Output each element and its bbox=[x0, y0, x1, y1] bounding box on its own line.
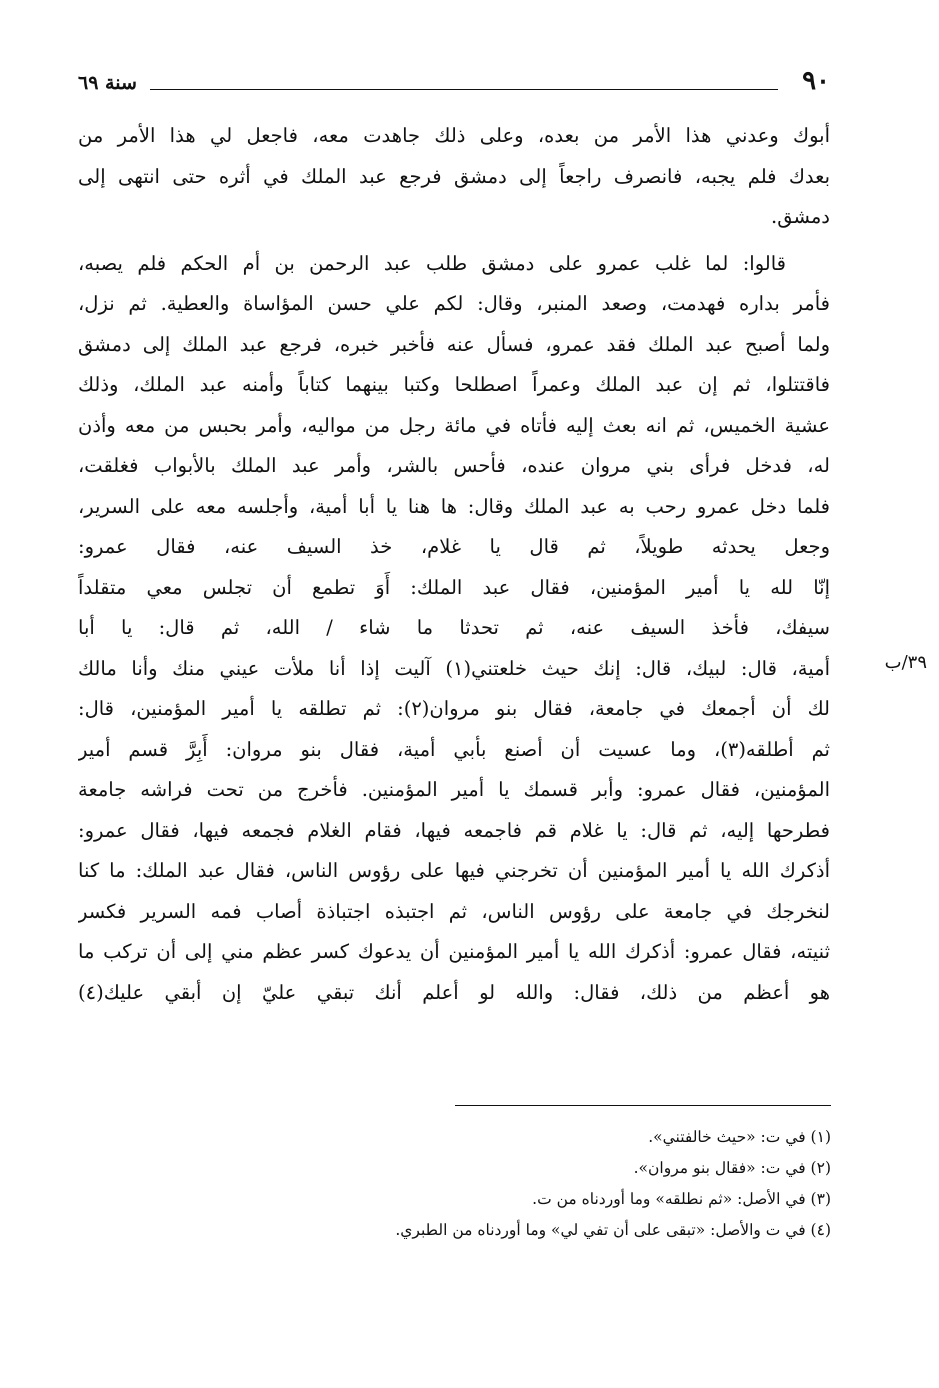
header-rule bbox=[150, 89, 778, 90]
text-line: بعدك فلم يجبه، فانصرف راجعاً إلى دمشق فرجع عبد الملك في أثره حتى انتهى إلى bbox=[78, 164, 830, 188]
text-line: المؤمنين، فقال عمرو: وأبر قسمك يا أمير المؤمنين. فأخرج من تحت فراشه جامعة bbox=[78, 778, 830, 801]
footnote-2: (٢) في ت: «فقال بنو مروان». bbox=[633, 1159, 831, 1177]
footnote-1: (١) في ت: «حيث خالفتني». bbox=[648, 1128, 831, 1146]
text-line: فلما دخل عمرو رحب به عبد الملك وقال: ها هنا يا أبا أمية، وأجلسه معه على السرير، bbox=[78, 494, 830, 518]
text-line: لك أن أجمعك في جامعة، فقال بنو مروان(٢): ثم تطلقه يا أمير المؤمنين، قال: bbox=[78, 697, 830, 720]
footnote-rule bbox=[455, 1105, 831, 1106]
paragraph-1 bbox=[78, 116, 830, 238]
text-line: أبوك وعدني هذا الأمر من بعده، وعلى ذلك جاهدت معه، فاجعل لي هذا الأمر من bbox=[78, 124, 830, 147]
text-line: ثنيته، فقال عمرو: أذكرك الله يا أمير المؤمنين أن يدعوك كسر عظم مني إلى أن تركب ما bbox=[78, 940, 830, 963]
text-line: هو أعظم من ذلك، فقال: والله لو أعلم أنك تبقي عليّ إن أبقي عليك(٤) bbox=[78, 980, 830, 1004]
text-line: ثم أطلقه(٣)، وما عسيت أن أصنع بأبي أمية، فقال بنو مروان: أَبِرَّ قسم أمير bbox=[78, 737, 830, 761]
text-line: ولما أصبح عبد الملك فقد عمرو، فسأل عنه فأخبر خبره، فرجع عبد الملك إلى دمشق bbox=[78, 332, 830, 356]
text-line: عشية الخميس، ثم انه بعث إليه فأتاه في مائة رجل من مواليه، وأمر بحبس من معه وأذن bbox=[78, 413, 830, 437]
text-line: فاقتتلوا، ثم إن عبد الملك وعمراً اصطلحا وكتبا بينهما كتاباً وأمنه عبد الملك، وذلك bbox=[78, 373, 830, 396]
text-line: فطرحها إليه، ثم قال: يا غلام قم فاجمعه فيها، فقام الغلام فجمعه فيها، فقال عمرو: bbox=[78, 818, 830, 842]
text-line: لنخرجك في جامعة على رؤوس الناس، ثم اجتبذه اجتباذة أصاب فمه السرير فكسر bbox=[78, 899, 830, 923]
paragraph-2 bbox=[78, 244, 830, 1014]
text-line: دمشق. bbox=[771, 205, 830, 228]
footnotes bbox=[131, 1122, 831, 1246]
page-header bbox=[78, 62, 830, 102]
text-line: سيفك، فأخذ السيف عنه، ثم تحدثا ما شاء / الله، ثم قال: يا أبا bbox=[78, 616, 830, 639]
main-text bbox=[78, 116, 830, 1013]
footnote-4: (٤) في ت والأصل: «تبقى على أن تفي لي» وما أوردناه من الطبري. bbox=[395, 1221, 831, 1239]
text-line: إنّا لله يا أمير المؤمنين، فقال عبد الملك: أَوَ تطمع أن تجلس معي متقلداً bbox=[78, 575, 830, 599]
text-line: له، فدخل فرأى بني مروان عنده، فأحس بالشر، وأمر عبد الملك بالأبواب فغلقت، bbox=[78, 454, 830, 477]
running-head: سنة ٦٩ bbox=[78, 72, 137, 94]
manuscript-folio-note: ٣٩/ب bbox=[884, 652, 927, 673]
text-line: أذكرك الله يا أمير المؤمنين أن تخرجني فيها على رؤوس الناس، فقال عبد الملك: ما كنا bbox=[78, 859, 830, 882]
text-line: وجعل يحدثه طويلاً، ثم قال يا غلام، خذ السيف عنه، فقال عمرو: bbox=[78, 535, 830, 558]
text-line: أمية، قال: لبيك، قال: إنك حيث خلعتني(١) آليت إذا أنا ملأت عيني منك وأنا مالك bbox=[78, 656, 830, 680]
page-number: ٩٠ bbox=[802, 66, 830, 96]
footnote-3: (٣) في الأصل: «ثم نطلقه» وما أوردناه من ت. bbox=[532, 1190, 831, 1208]
text-line: فأمر بداره فهدمت، وصعد المنبر، وقال: لكم علي حسن المؤاساة والعطية. ثم نزل، bbox=[78, 292, 830, 315]
text-line: قالوا: لما غلب عمرو على دمشق طلب عبد الرحمن بن أم الحكم فلم يصبه، bbox=[78, 251, 786, 275]
